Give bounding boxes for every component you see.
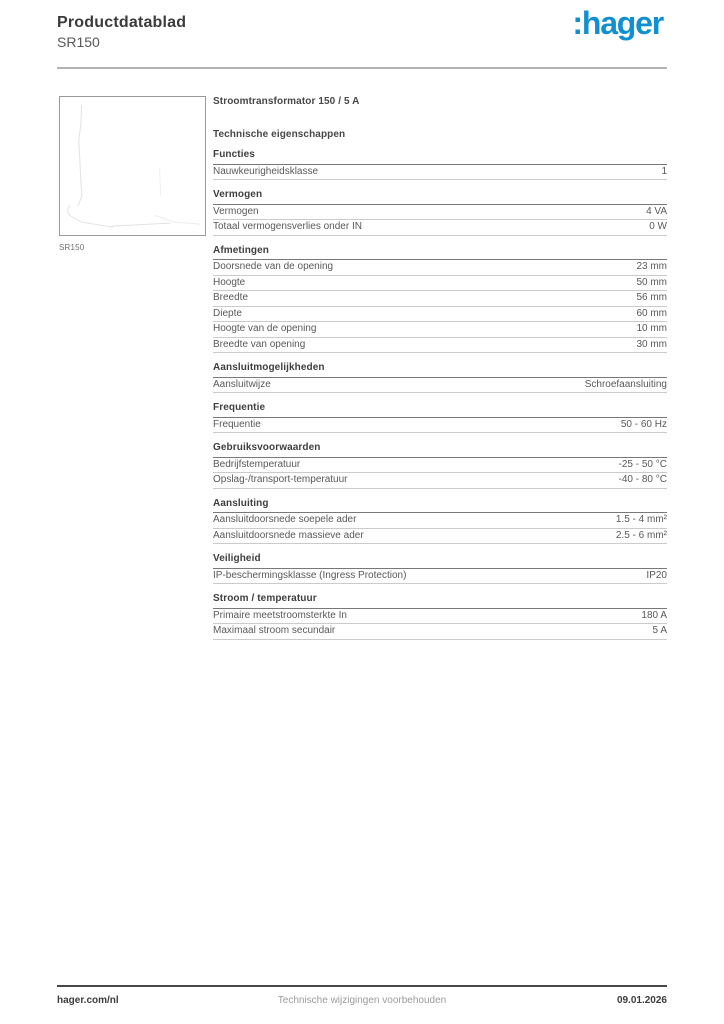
product-line-drawing bbox=[60, 97, 205, 235]
spec-value: Schroefaansluiting bbox=[584, 378, 667, 390]
spec-section bbox=[213, 498, 667, 545]
spec-value: 56 mm bbox=[636, 292, 667, 303]
spec-value: 1 bbox=[661, 165, 667, 177]
spec-row bbox=[213, 609, 667, 625]
spec-row bbox=[213, 624, 667, 640]
spec-label: IP-beschermingsklasse (Ingress Protection) bbox=[213, 569, 407, 581]
page-title: Productdatablad bbox=[57, 14, 187, 31]
spec-value: 5 A bbox=[652, 625, 667, 636]
specs-heading: Technische eigenschappen bbox=[213, 129, 346, 140]
spec-label: Hoogte bbox=[213, 276, 246, 288]
spec-label: Totaal vermogensverlies onder IN bbox=[213, 221, 362, 232]
spec-label: Aansluitwijze bbox=[213, 378, 271, 390]
spec-value: 1.5 - 4 mm² bbox=[615, 514, 667, 525]
spec-value: 50 mm bbox=[636, 276, 667, 288]
spec-section bbox=[213, 189, 667, 236]
header-divider bbox=[57, 67, 667, 69]
spec-section-rows bbox=[213, 569, 667, 585]
spec-section-rows bbox=[213, 418, 667, 434]
footer-disclaimer: Technische wijzigingen voorbehouden bbox=[277, 995, 447, 1006]
spec-section bbox=[213, 402, 667, 433]
spec-row bbox=[213, 513, 667, 529]
spec-label: Opslag-/transport-temperatuur bbox=[213, 474, 348, 485]
product-reference: SR150 bbox=[57, 34, 100, 50]
spec-section-rows bbox=[213, 165, 667, 181]
spec-label: Vermogen bbox=[213, 205, 259, 217]
spec-value: 10 mm bbox=[636, 323, 667, 334]
spec-row bbox=[213, 220, 667, 236]
spec-row bbox=[213, 458, 667, 474]
spec-row bbox=[213, 529, 667, 545]
spec-value: 50 - 60 Hz bbox=[620, 418, 667, 430]
spec-label: Doorsnede van de opening bbox=[213, 261, 334, 272]
spec-label: Nauwkeurigheidsklasse bbox=[213, 165, 319, 177]
spec-label: Breedte bbox=[213, 292, 249, 303]
product-name: Stroomtransformator 150 / 5 A bbox=[213, 96, 360, 107]
spec-row bbox=[213, 307, 667, 323]
spec-label: Breedte van opening bbox=[213, 338, 306, 350]
spec-value: 4 VA bbox=[646, 205, 667, 217]
product-image-caption: SR150 bbox=[59, 243, 85, 252]
spec-value: IP20 bbox=[646, 569, 667, 581]
spec-label: Aansluitdoorsnede soepele ader bbox=[213, 514, 357, 525]
spec-section-title: Gebruiksvoorwaarden bbox=[213, 442, 667, 458]
spec-row bbox=[213, 569, 667, 585]
spec-section bbox=[213, 593, 667, 640]
spec-section-title: Afmetingen bbox=[213, 245, 667, 261]
spec-row bbox=[213, 322, 667, 338]
spec-row bbox=[213, 378, 667, 394]
spec-row bbox=[213, 276, 667, 292]
footer-date: 09.01.2026 bbox=[616, 995, 667, 1006]
spec-section-title: Aansluiting bbox=[213, 498, 667, 514]
spec-row bbox=[213, 418, 667, 434]
spec-section-title: Veiligheid bbox=[213, 553, 667, 569]
spec-label: Aansluitdoorsnede massieve ader bbox=[213, 529, 364, 541]
footer-website-link[interactable]: hager.com/nl bbox=[57, 995, 119, 1006]
spec-section bbox=[213, 362, 667, 393]
spec-value: 60 mm bbox=[636, 307, 667, 319]
spec-section-title: Stroom / temperatuur bbox=[213, 593, 667, 609]
spec-value: 0 W bbox=[649, 221, 667, 232]
spec-label: Bedrijfstemperatuur bbox=[213, 458, 301, 470]
spec-row bbox=[213, 291, 667, 307]
spec-section-title: Frequentie bbox=[213, 402, 667, 418]
spec-row bbox=[213, 473, 667, 489]
spec-section bbox=[213, 245, 667, 354]
spec-value: -40 - 80 °C bbox=[618, 474, 667, 485]
spec-section-rows bbox=[213, 609, 667, 640]
spec-value: 30 mm bbox=[636, 338, 667, 350]
spec-section bbox=[213, 553, 667, 584]
spec-label: Hoogte van de opening bbox=[213, 323, 317, 334]
spec-value: -25 - 50 °C bbox=[618, 458, 667, 470]
spec-column bbox=[213, 97, 667, 640]
spec-row bbox=[213, 338, 667, 354]
hager-logo: :hager bbox=[572, 5, 663, 41]
spec-label: Frequentie bbox=[213, 418, 261, 430]
spec-sections bbox=[213, 149, 667, 640]
spec-label: Diepte bbox=[213, 307, 242, 319]
spec-row bbox=[213, 165, 667, 181]
spec-section-rows bbox=[213, 260, 667, 353]
spec-value: 180 A bbox=[641, 609, 667, 621]
spec-section-rows bbox=[213, 205, 667, 236]
footer-divider bbox=[57, 985, 667, 987]
spec-section bbox=[213, 442, 667, 489]
spec-row bbox=[213, 205, 667, 221]
spec-section-rows bbox=[213, 378, 667, 394]
spec-section-rows bbox=[213, 513, 667, 544]
spec-section-rows bbox=[213, 458, 667, 489]
product-image bbox=[59, 96, 206, 236]
spec-row bbox=[213, 260, 667, 276]
spec-value: 23 mm bbox=[636, 261, 667, 272]
spec-section-title: Vermogen bbox=[213, 189, 667, 205]
spec-section bbox=[213, 149, 667, 180]
spec-label: Maximaal stroom secundair bbox=[213, 625, 336, 636]
spec-value: 2.5 - 6 mm² bbox=[615, 529, 667, 541]
footer bbox=[57, 995, 667, 1009]
spec-label: Primaire meetstroomsterkte In bbox=[213, 609, 347, 621]
spec-section-title: Aansluitmogelijkheden bbox=[213, 362, 667, 378]
spec-section-title: Functies bbox=[213, 149, 667, 165]
